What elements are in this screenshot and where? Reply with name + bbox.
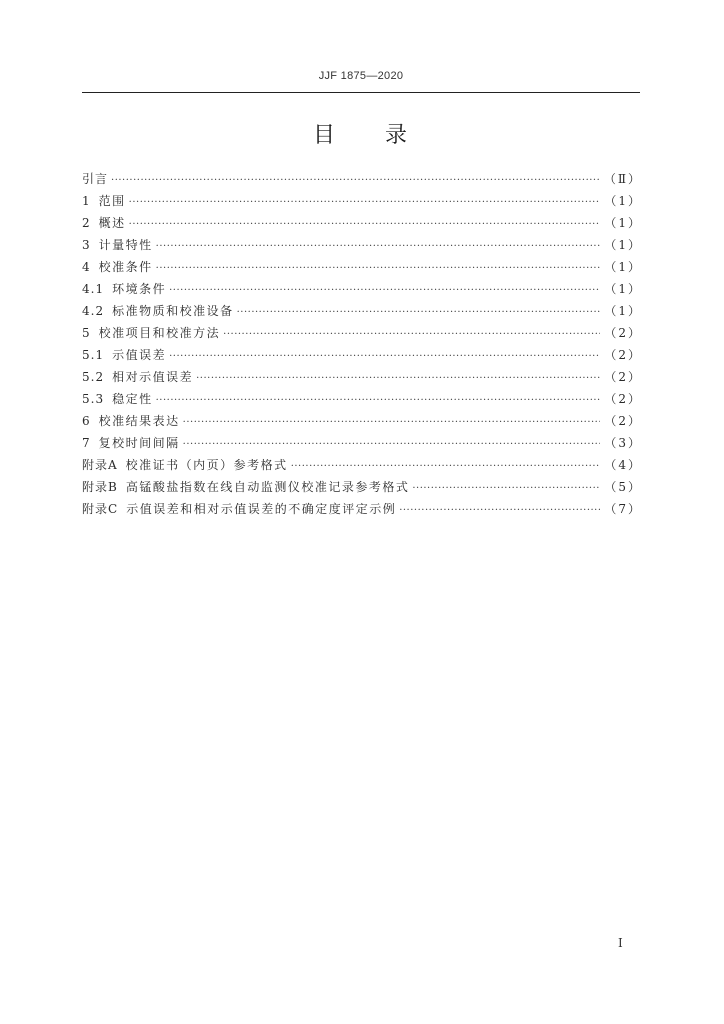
toc-entry-number: 4 xyxy=(82,260,91,274)
toc-entry-label: 相对示值误差 xyxy=(112,370,194,384)
toc-entry-label: 复校时间间隔 xyxy=(98,436,180,450)
toc-entry-page: （3） xyxy=(604,436,642,450)
toc-entry-4-1[interactable] xyxy=(82,278,642,300)
toc-entry-page: （2） xyxy=(604,326,642,340)
running-header: JJF 1875—2020 xyxy=(318,70,404,82)
page-title xyxy=(82,118,640,149)
toc-leader-dots xyxy=(399,500,600,522)
toc-entry-1[interactable] xyxy=(82,190,642,212)
toc-entry-label: 校准结果表达 xyxy=(98,414,180,428)
toc-leader-dots xyxy=(169,280,600,302)
toc-entry-page: （1） xyxy=(604,238,642,252)
toc-entry-label: 概述 xyxy=(98,216,126,230)
toc-entry-7[interactable] xyxy=(82,432,642,454)
toc-leader-dots xyxy=(169,346,600,368)
toc-leader-dots xyxy=(129,192,601,214)
toc-leader-dots xyxy=(291,456,601,478)
toc-entry-page: （2） xyxy=(604,414,642,428)
toc-leader-dots xyxy=(156,390,601,412)
toc-entry-5[interactable] xyxy=(82,322,642,344)
toc-entry-label: 校准条件 xyxy=(98,260,153,274)
table-of-contents xyxy=(82,168,642,520)
toc-entry-number: 4.1 xyxy=(82,282,105,296)
header-rule xyxy=(82,92,640,93)
title-char-1: 目 xyxy=(312,123,337,148)
toc-entry-label: 高锰酸盐指数在线自动监测仪校准记录参考格式 xyxy=(125,480,410,494)
toc-entry-page: （1） xyxy=(604,260,642,274)
toc-leader-dots xyxy=(196,368,600,390)
toc-entry-number: 5.3 xyxy=(82,392,105,406)
toc-leader-dots xyxy=(111,170,600,192)
page-number: Ⅰ xyxy=(618,936,623,950)
toc-entry-5-3[interactable] xyxy=(82,388,642,410)
toc-entry-number: 4.2 xyxy=(82,304,105,318)
toc-leader-dots xyxy=(237,302,601,324)
toc-entry-number: 2 xyxy=(82,216,91,230)
toc-entry-label: 环境条件 xyxy=(112,282,167,296)
toc-entry-number: 附录B xyxy=(82,480,118,494)
toc-entry-page: （2） xyxy=(604,392,642,406)
toc-entry-number: 1 xyxy=(82,194,91,208)
toc-entry-appendix-a[interactable] xyxy=(82,454,642,476)
toc-entry-number: 附录C xyxy=(82,502,119,516)
toc-entry-6[interactable] xyxy=(82,410,642,432)
toc-entry-page: （Ⅱ） xyxy=(603,172,642,186)
toc-entry-label: 计量特性 xyxy=(98,238,153,252)
toc-leader-dots xyxy=(156,236,601,258)
toc-leader-dots xyxy=(183,434,601,456)
toc-entry-appendix-b[interactable] xyxy=(82,476,642,498)
toc-entry-page: （4） xyxy=(604,458,642,472)
toc-entry-number: 3 xyxy=(82,238,91,252)
toc-entry-number: 6 xyxy=(82,414,91,428)
toc-entry-page: （2） xyxy=(604,370,642,384)
toc-entry-label: 示值误差和相对示值误差的不确定度评定示例 xyxy=(126,502,397,516)
toc-entry-page: （2） xyxy=(604,348,642,362)
toc-leader-dots xyxy=(129,214,601,236)
toc-leader-dots xyxy=(223,324,600,346)
toc-entry-5-1[interactable] xyxy=(82,344,642,366)
toc-entry-label: 示值误差 xyxy=(112,348,167,362)
toc-leader-dots xyxy=(412,478,600,500)
toc-entry-label: 标准物质和校准设备 xyxy=(112,304,234,318)
title-char-2: 录 xyxy=(385,123,410,148)
toc-entry-number: 7 xyxy=(82,436,91,450)
toc-entry-label: 稳定性 xyxy=(112,392,153,406)
toc-entry-label: 校准证书（内页）参考格式 xyxy=(125,458,288,472)
toc-entry-3[interactable] xyxy=(82,234,642,256)
toc-entry-foreword[interactable] xyxy=(82,168,642,190)
toc-entry-number: 5.1 xyxy=(82,348,105,362)
toc-entry-page: （1） xyxy=(604,216,642,230)
toc-entry-label: 范围 xyxy=(98,194,126,208)
toc-entry-page: （7） xyxy=(604,502,642,516)
toc-entry-page: （1） xyxy=(604,194,642,208)
toc-entry-page: （1） xyxy=(604,282,642,296)
toc-entry-appendix-c[interactable] xyxy=(82,498,642,520)
toc-entry-2[interactable] xyxy=(82,212,642,234)
toc-entry-4[interactable] xyxy=(82,256,642,278)
toc-entry-number: 附录A xyxy=(82,458,118,472)
toc-entry-label: 校准项目和校准方法 xyxy=(98,326,221,340)
toc-entry-number: 5.2 xyxy=(82,370,105,384)
toc-entry-4-2[interactable] xyxy=(82,300,642,322)
toc-leader-dots xyxy=(156,258,601,280)
toc-entry-page: （1） xyxy=(604,304,642,318)
toc-entry-page: （5） xyxy=(604,480,642,494)
toc-leader-dots xyxy=(183,412,601,434)
toc-entry-number: 引言 xyxy=(82,172,109,186)
toc-entry-5-2[interactable] xyxy=(82,366,642,388)
toc-entry-number: 5 xyxy=(82,326,91,340)
